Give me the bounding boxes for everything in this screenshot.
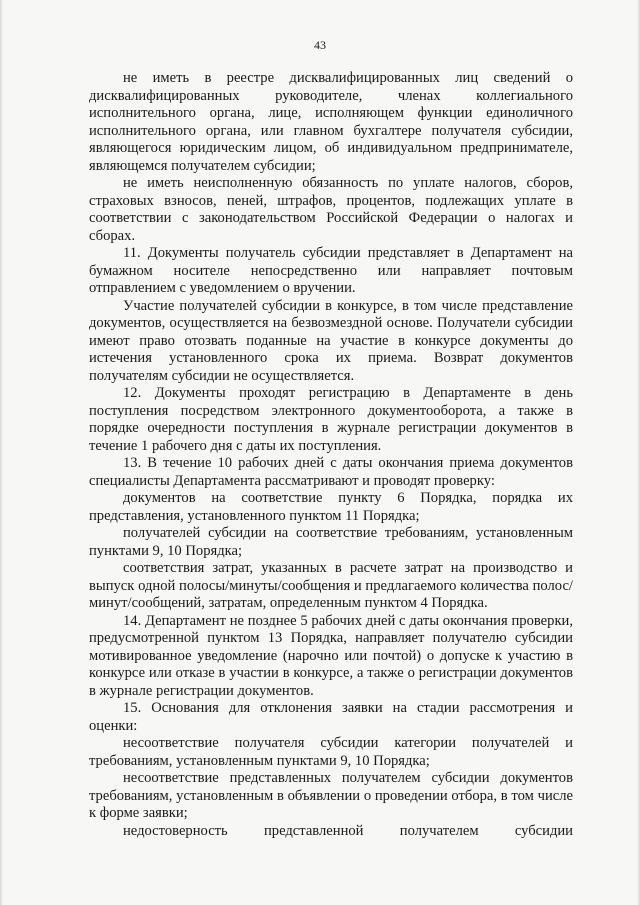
- paragraph-tax-obligations: не иметь неисполненную обязанность по уплате налогов, сборов, страховых взносов, пеней, штрафов, процентов, подлежащих уплате в соответствии с законодательством Российской Федерации о налогах и сборах.: [89, 175, 573, 244]
- paragraph-13-documents-check: документов на соответствие пункту 6 Порядка, порядка их представления, установленного пунктом 11 Порядка;: [89, 490, 573, 524]
- scan-edge-left: [0, 0, 3, 905]
- page-number: 43: [314, 38, 326, 52]
- paragraph-15-documents-mismatch: несоответствие представленных получателем субсидии документов требованиям, установленным в объявлении о проведении отбора, в том числе к форме заявки;: [89, 770, 573, 821]
- document-body: [89, 70, 573, 840]
- paragraph-11-submission: 11. Документы получатель субсидии представляет в Департамент на бумажном носителе непосредственно или направляет почтовым отправлением с уведомлением о вручении.: [89, 245, 573, 296]
- paragraph-13-review: 13. В течение 10 рабочих дней с даты окончания приема документов специалисты Департамента рассматривают и проводят проверку:: [89, 455, 573, 489]
- paragraph-disqualified-registry: не иметь в реестре дисквалифицированных лиц сведений о дисквалифицированных руководителе, членах коллегиального исполнительного органа, лице, исполняющем функции единоличного исполнительного органа, или главном бухгалтере получателя субсидии, являющегося юридическим лицом, об индивидуальном предпринимателе, являющемся получателем субсидии;: [89, 70, 573, 174]
- paragraph-15-category-mismatch: несоответствие получателя субсидии категории получателей и требованиям, установленным пунктами 9, 10 Порядка;: [89, 735, 573, 769]
- paragraph-15-rejection-grounds: 15. Основания для отклонения заявки на стадии рассмотрения и оценки:: [89, 700, 573, 734]
- paragraph-13-recipients-check: получателей субсидии на соответствие требованиям, установленным пунктами 9, 10 Порядка;: [89, 525, 573, 559]
- paragraph-participation-free: Участие получателей субсидии в конкурсе, в том числе представление документов, осуществляется на безвозмездной основе. Получатели субсидии имеют право отозвать поданные на участие в конкурсе документы до истечения установленного срока их приема. Возврат документов получателям субсидии не осуществляется.: [89, 297, 573, 384]
- paragraph-15-unreliability: недостоверность представленной получателем субсидии: [123, 822, 573, 839]
- paragraph-14-notification: 14. Департамент не позднее 5 рабочих дней с даты окончания проверки, предусмотренной пунктом 13 Порядка, направляет получателю субсидии мотивированное уведомление (нарочно или почтой) о допуске к участию в конкурсе или отказе в участии в конкурсе, а также о регистрации документов в журнале регистрации документов.: [89, 612, 573, 699]
- paragraph-13-costs-check: соответствия затрат, указанных в расчете затрат на производство и выпуск одной полосы/минуты/сообщения и предлагаемого количества полос/минут/сообщений, затратам, определенным пунктом 4 Порядка.: [89, 560, 573, 611]
- paragraph-12-registration: 12. Документы проходят регистрацию в Департаменте в день поступления посредством электронного документооборота, а также в порядке очередности поступления в журнале регистрации документов в течение 1 рабочего дня с даты их поступления.: [89, 385, 573, 454]
